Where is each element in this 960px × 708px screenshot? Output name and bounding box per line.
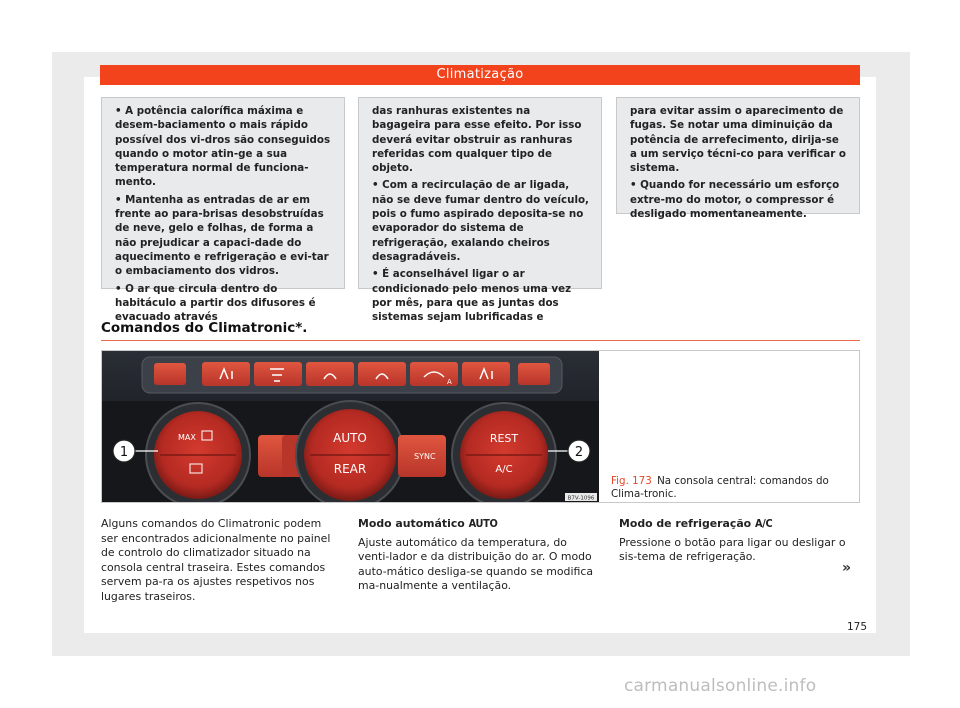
body-paragraph: Ajuste automático da temperatura, do venti-lador e da distribuição do ar. O modo auto-mático desliga-se quando se modifica ma-nualmente a ventilação. xyxy=(358,535,594,593)
rest-button-label: REST xyxy=(489,432,519,445)
body-paragraph: Alguns comandos do Climatronic podem ser encontrados adicionalmente no painel de controlo do climatizador situado na consola central traseira. Estes comandos servem pa-ra os ajustes respetivos nos lugares traseiros. xyxy=(101,517,331,603)
note-paragraph: • Mantenha as entradas de ar em frente ao para-brisas desobstruídas de neve, gelo e folhas, de forma a não prejudicar a capaci-dade do aquecimento e refrigeração e evi-tar o embaciamento dos vidros. xyxy=(115,193,329,278)
auto-key-tag: AUTO xyxy=(468,517,498,530)
ac-key-tag: A/C xyxy=(754,517,773,530)
figure-caption xyxy=(611,475,851,500)
section-title: Comandos do Climatronic*. xyxy=(101,320,308,336)
callout-1: 1 xyxy=(119,445,129,460)
note-box-2 xyxy=(358,97,602,324)
auto-button-label: AUTO xyxy=(333,431,367,445)
text-column-3 xyxy=(619,517,859,565)
rear-button-label: REAR xyxy=(333,462,367,476)
note-paragraph: • É aconselhável ligar o ar condicionado pelo menos uma vez por mês, para que as juntas dos sistemas sejam lubrificadas e xyxy=(372,268,572,324)
body-paragraph: Pressione o botão para ligar ou desligar o sis-tema de refrigeração. xyxy=(619,535,846,564)
ac-button-label: A/C xyxy=(495,464,513,475)
text-column-1 xyxy=(101,517,341,605)
max-defrost-label: MAX xyxy=(178,433,196,442)
note-paragraph: • O ar que circula dentro do habitáculo a partir dos difusores é evacuado através xyxy=(115,282,316,324)
recirc-a-label: A xyxy=(447,378,452,386)
continue-marker: » xyxy=(842,560,852,576)
climatronic-panel-illustration xyxy=(102,351,599,502)
figure-label: Fig. 173 xyxy=(611,475,652,487)
sync-button-label: SYNC xyxy=(414,452,436,461)
figure-code: B7V-1096 xyxy=(567,495,595,502)
section-divider xyxy=(101,340,860,341)
subheading-auto: Modo automático AUTO xyxy=(358,517,498,530)
chapter-header: Climatização xyxy=(100,65,860,85)
callout-2: 2 xyxy=(574,445,584,460)
subheading-ac: Modo de refrigeração A/C xyxy=(619,517,773,530)
note-paragraph: • Com a recirculação de ar ligada, não se deve fumar dentro do veículo, pois o fumo aspirado deposita-se no evaporador do sistema de refrigeração, exalando cheiros desagradáveis. xyxy=(372,179,589,263)
note-paragraph: • Quando for necessário um esforço extre-mo do motor, o compressor é desligado momentaneamente. xyxy=(630,179,840,221)
note-paragraph: das ranhuras existentes na bagageira para esse efeito. Por isso deverá evitar obstruir as ranhuras referidas com qualquer tipo de objeto. xyxy=(372,105,582,175)
page-number: 175 xyxy=(847,621,868,633)
note-box-3 xyxy=(616,97,860,221)
note-box-1 xyxy=(101,97,345,324)
climatronic-panel-photo xyxy=(102,351,599,502)
note-paragraph: para evitar assim o aparecimento de fugas. Se notar uma diminuição da potência de arrefecimento, dirija-se a um serviço técni-co para verificar o sistema. xyxy=(630,105,846,175)
watermark: carmanualsonline.info xyxy=(624,676,817,696)
text-column-2 xyxy=(358,517,598,594)
figure-caption-text: Na consola central: comandos do Clima-tronic. xyxy=(611,475,829,500)
note-paragraph: • A potência calorífica máxima e desem-baciamento o mais rápido possível dos vi-dros são conseguidos quando o motor atin-ge a sua temperatura normal de funciona-mento. xyxy=(115,105,331,189)
